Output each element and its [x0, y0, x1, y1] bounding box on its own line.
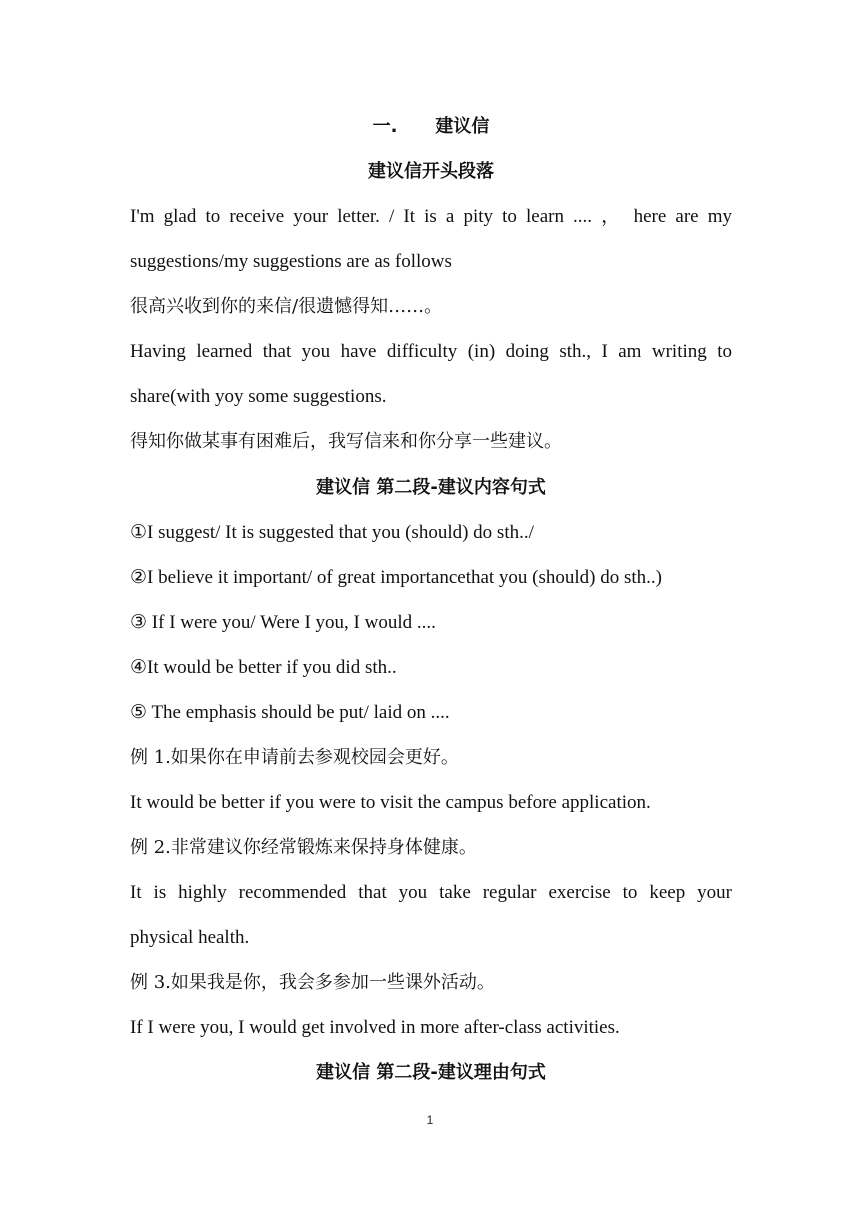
paragraph-line: Having learned that you have difficulty (in) doing sth., I am writing to	[130, 341, 732, 362]
paragraph-line: I'm glad to receive your letter. / It is a pity to learn .... ， here are my	[130, 206, 732, 227]
section-title-opening: 建议信开头段落	[368, 161, 494, 182]
example-english: It is highly recommended that you take regular exercise to keep your	[130, 882, 732, 903]
paragraph-line: 很高兴收到你的来信/很遗憾得知……。	[130, 296, 443, 317]
document-page	[130, 0, 732, 1216]
sentence-pattern: ⑤ The emphasis should be put/ laid on ....	[130, 702, 450, 723]
example-english: physical health.	[130, 927, 250, 948]
example-english: If I were you, I would get involved in more after-class activities.	[130, 1017, 620, 1038]
page-number: 1	[426, 1113, 434, 1127]
example-english: It would be better if you were to visit the campus before application.	[130, 792, 651, 813]
section-title-reasons: 建议信 第二段-建议理由句式	[316, 1062, 546, 1083]
sentence-pattern: ④It would be better if you did sth..	[130, 657, 397, 678]
example-chinese: 例 1.如果你在申请前去参观校园会更好。	[130, 747, 459, 768]
example-chinese: 例 3.如果我是你，我会多参加一些课外活动。	[130, 972, 495, 993]
section-title-suggestions: 建议信 第二段-建议内容句式	[316, 477, 546, 498]
sentence-pattern: ①I suggest/ It is suggested that you (should) do sth../	[130, 522, 534, 543]
example-chinese: 例 2.非常建议你经常锻炼来保持身体健康。	[130, 837, 477, 858]
sentence-pattern: ③ If I were you/ Were I you, I would ....	[130, 612, 436, 633]
paragraph-line: share(with yoy some suggestions.	[130, 386, 387, 407]
paragraph-line: 得知你做某事有困难后，我写信来和你分享一些建议。	[130, 431, 562, 452]
heading-number: 一.	[372, 116, 398, 137]
sentence-pattern: ②I believe it important/ of great importancethat you (should) do sth..)	[130, 567, 663, 588]
main-heading	[130, 114, 732, 140]
paragraph-line: suggestions/my suggestions are as follows	[130, 251, 452, 272]
heading-title: 建议信	[435, 116, 490, 137]
